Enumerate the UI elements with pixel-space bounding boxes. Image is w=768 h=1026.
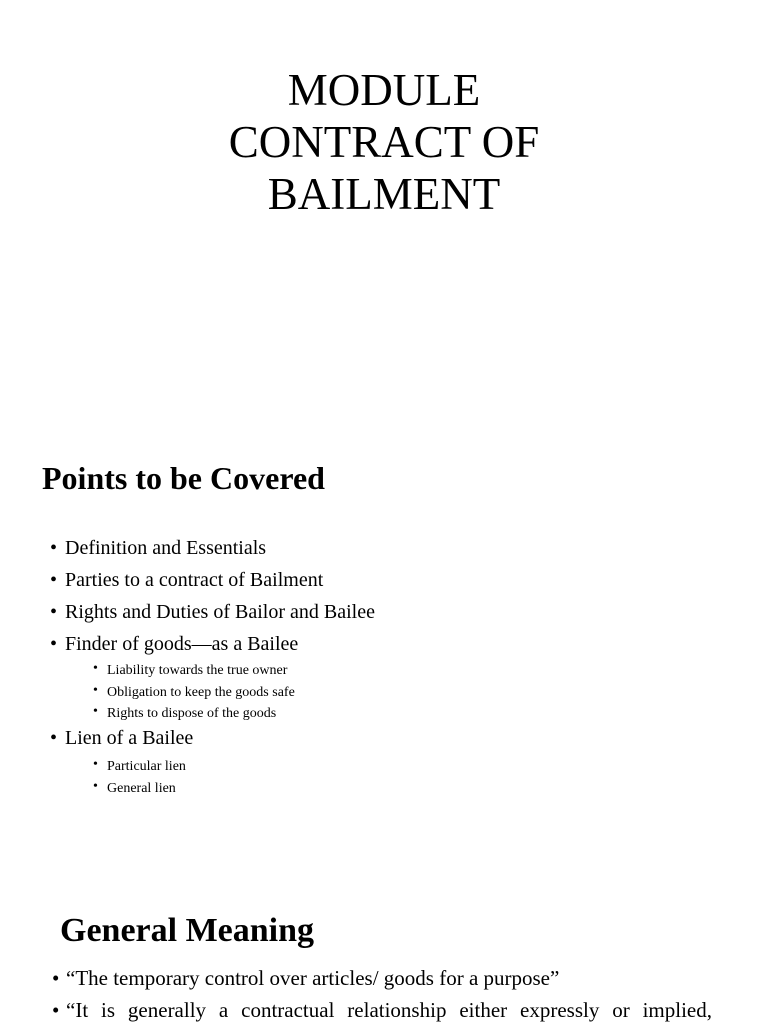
list-item-label: Definition and Essentials — [65, 537, 267, 559]
list-item-label: Parties to a contract of Bailment — [65, 569, 324, 591]
points-slide — [0, 440, 768, 880]
list-item — [50, 722, 193, 754]
title-line: CONTRACT OF — [228, 117, 540, 167]
list-item — [50, 564, 375, 596]
list-item-label: Rights and Duties of Bailor and Bailee — [65, 601, 375, 623]
title-line: MODULE — [287, 65, 481, 115]
list-item: • “The temporary control over articles/ goods for a purpose” — [52, 962, 712, 994]
sub-list-item: • General lien — [93, 778, 186, 800]
list-item — [50, 532, 375, 564]
list-item — [50, 628, 375, 660]
meaning-slide — [0, 896, 768, 1024]
points-list-continued — [50, 722, 193, 754]
sub-list-item: • Liability towards the true owner — [93, 660, 295, 682]
lien-sublist — [50, 756, 186, 799]
slide-title — [0, 64, 768, 220]
title-line: BAILMENT — [267, 169, 501, 219]
title-slide — [0, 0, 768, 420]
sub-list-item: • Particular lien — [93, 756, 186, 778]
list-item — [50, 596, 375, 628]
list-item: • “It is generally a contractual relationship either expressly or implied, — [52, 994, 712, 1026]
meaning-list — [52, 962, 712, 1026]
list-item-label: Finder of goods—as a Bailee — [65, 633, 299, 655]
points-list — [50, 532, 375, 660]
meaning-heading: General Meaning — [60, 912, 315, 949]
finder-sublist — [50, 660, 295, 725]
points-heading: Points to be Covered — [42, 460, 325, 496]
list-item-label: Lien of a Bailee — [65, 727, 194, 749]
sub-list-item: • Obligation to keep the goods safe — [93, 682, 295, 704]
sub-list-item: • Rights to dispose of the goods — [93, 703, 295, 725]
